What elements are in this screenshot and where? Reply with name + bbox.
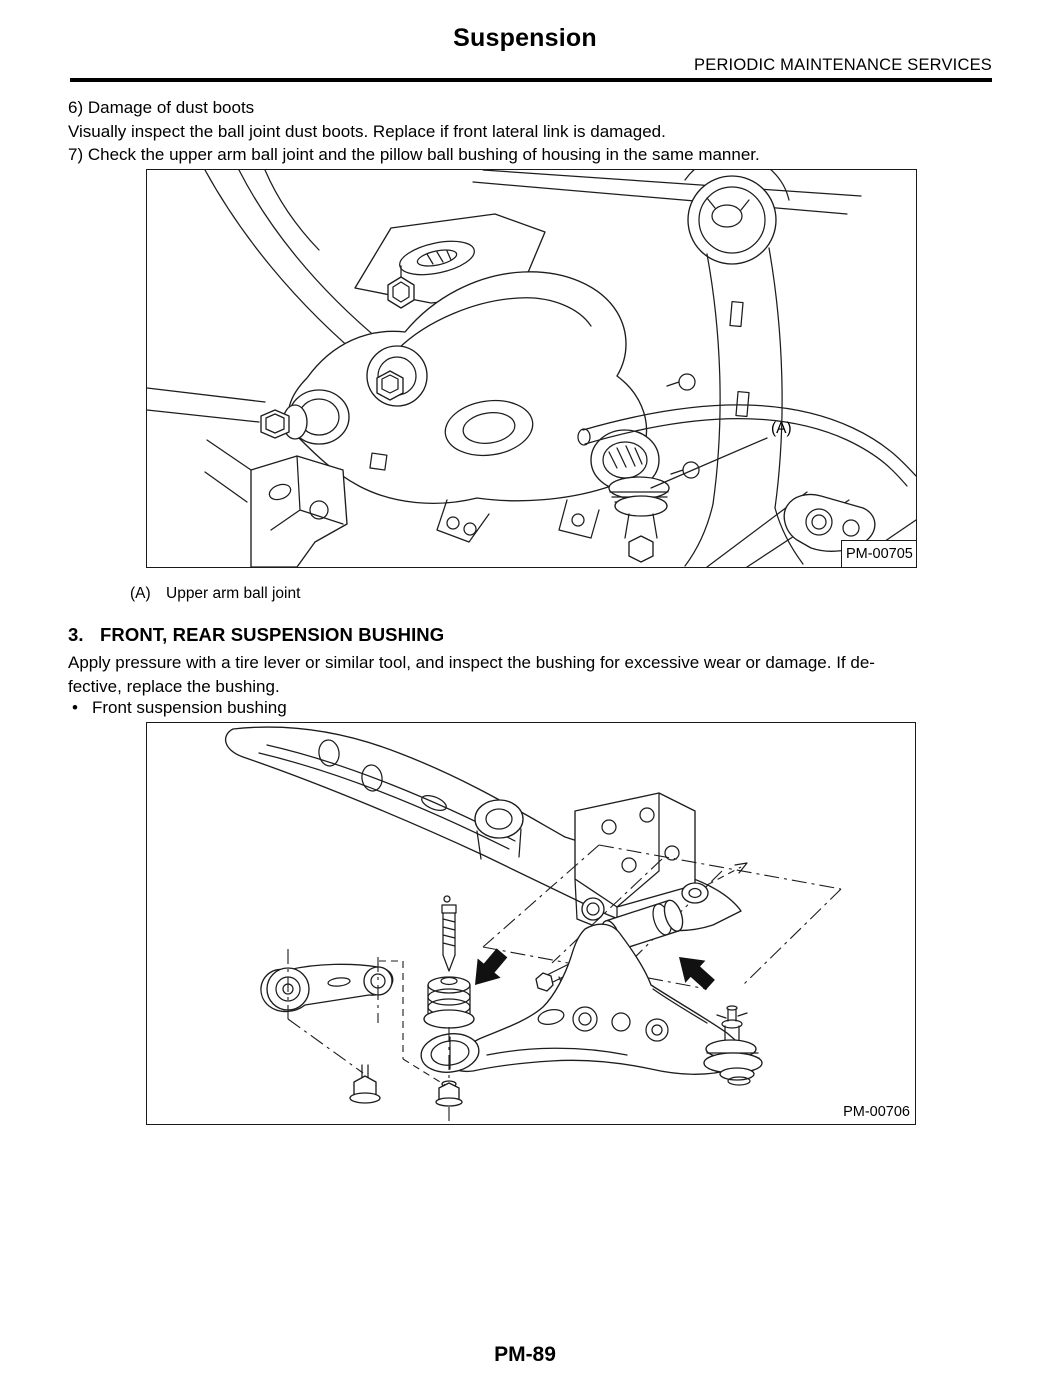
figure1-callout-a: (A) [771,420,792,437]
caption-a-key: (A) [130,585,151,602]
step-7-line: 7) Check the upper arm ball joint and the pillow ball bushing of housing in the same manner. [68,145,760,164]
step-6-body-line: Visually inspect the ball joint dust boots. Replace if front lateral link is damaged. [68,121,666,141]
section-3-body [68,651,1003,698]
header-rule [70,78,992,82]
front-bushing-bullet [72,698,287,718]
section-3-number: 3. [68,624,84,645]
bullet-text: Front suspension bushing [92,698,287,717]
section-header-label: PERIODIC MAINTENANCE SERVICES [694,56,992,74]
figure-upper-arm [146,169,917,568]
section-3-heading [68,624,444,646]
caption-a [130,585,300,603]
figure-front-bushing [146,722,916,1125]
intro-paragraph [68,96,1003,167]
section-3-title: FRONT, REAR SUSPENSION BUSHING [100,624,445,645]
page-number: PM-89 [494,1343,556,1366]
bullet-marker: • [72,698,78,717]
figure-code-pm-00705: PM-00705 [841,540,917,568]
upper-arm-illustration [147,170,916,567]
section-3-body-line2: fective, replace the bushing. [68,676,280,696]
figure-code-pm-00706: PM-00706 [843,1104,910,1120]
caption-a-text: Upper arm ball joint [166,585,301,602]
step-6-line: 6) Damage of dust boots [68,98,255,117]
section-3-body-line1: Apply pressure with a tire lever or similar tool, and inspect the bushing for excessive wear or damage. If de- [68,653,875,672]
front-bushing-illustration [147,723,915,1124]
page-title: Suspension [453,24,597,52]
